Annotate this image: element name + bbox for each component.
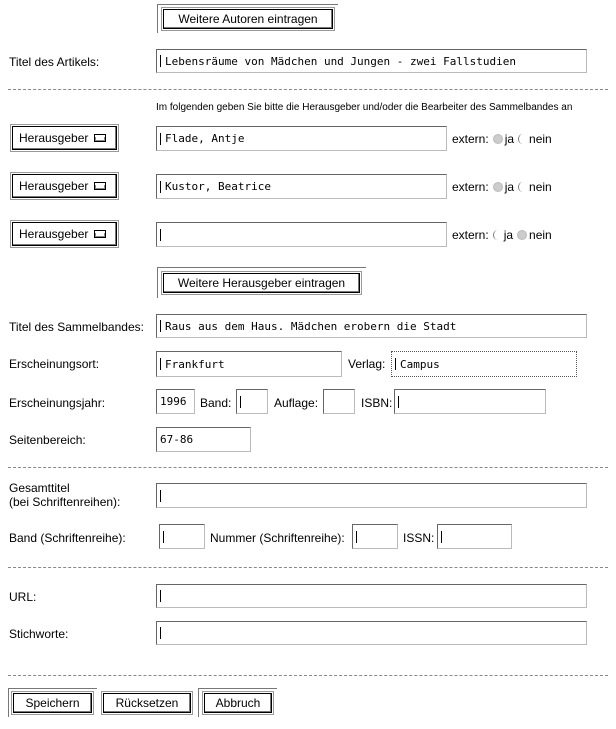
herausgeber-select-2-label: Herausgeber: [19, 179, 89, 193]
weitere-autoren-button[interactable]: Weitere Autoren eintragen: [163, 9, 333, 29]
separator: [8, 89, 608, 90]
herausgeber-field-1[interactable]: [156, 126, 447, 151]
titel-artikel-field[interactable]: [156, 49, 587, 73]
extern-nein-label-3: nein: [529, 228, 552, 242]
erscheinungsjahr-value: 1996: [160, 395, 187, 408]
erscheinungsort-value: Frankfurt: [165, 357, 225, 371]
extern-ja-label-2: ja: [504, 180, 515, 194]
dropdown-icon: [94, 230, 106, 238]
verlag-field[interactable]: [391, 351, 577, 377]
gesamttitel-label-1: Gesamttitel: [9, 481, 70, 495]
extern-nein-radio-2[interactable]: [518, 182, 527, 192]
ruecksetzen-button[interactable]: Rücksetzen: [103, 693, 191, 713]
extern-ja-radio-3[interactable]: [493, 230, 502, 240]
extern-nein-label-1: nein: [529, 132, 552, 146]
herausgeber-field-2[interactable]: [156, 174, 447, 199]
abbruch-button[interactable]: Abbruch: [204, 693, 272, 713]
issn-field[interactable]: [437, 524, 512, 549]
extern-nein-label-2: nein: [529, 180, 552, 194]
band-reihe-field[interactable]: [159, 524, 205, 549]
extern-label-3: extern:: [452, 228, 489, 242]
herausgeber-select-3[interactable]: [12, 222, 117, 246]
verlag-value: Campus: [400, 357, 440, 371]
extern-label-1: extern:: [452, 132, 489, 146]
speichern-button[interactable]: Speichern: [13, 693, 92, 713]
titel-sammelband-value: Raus aus dem Haus. Mädchen erobern die Stadt: [165, 319, 457, 333]
seitenbereich-value: 67-86: [160, 433, 194, 446]
url-label: URL:: [9, 590, 37, 604]
stichworte-label: Stichworte:: [9, 627, 69, 641]
herausgeber-select-1-label: Herausgeber: [19, 131, 89, 145]
nummer-reihe-field[interactable]: [352, 524, 398, 549]
extern-group-1: [452, 132, 552, 146]
herausgeber-select-3-label: Herausgeber: [19, 227, 89, 241]
verlag-label: Verlag:: [348, 357, 386, 371]
gesamttitel-label-2: (bei Schriftenreihen):: [9, 495, 121, 509]
extern-group-2: [452, 180, 552, 194]
seitenbereich-field[interactable]: [156, 427, 251, 452]
separator: [8, 467, 608, 468]
titel-artikel-label: Titel des Artikels:: [9, 55, 100, 69]
isbn-label: ISBN:: [361, 396, 393, 410]
herausgeber-value-1: Flade, Antje: [165, 132, 245, 145]
issn-label: ISSN:: [403, 531, 435, 545]
erscheinungsort-field[interactable]: [156, 351, 342, 377]
erscheinungsort-label: Erscheinungsort:: [9, 357, 100, 371]
gesamttitel-field[interactable]: [156, 483, 587, 508]
titel-sammelband-label: Titel des Sammelbandes:: [9, 320, 144, 334]
herausgeber-select-1[interactable]: [12, 126, 117, 150]
separator: [8, 567, 608, 568]
extern-label-2: extern:: [452, 180, 489, 194]
band-reihe-label: Band (Schriftenreihe):: [9, 531, 126, 545]
erscheinungsjahr-field[interactable]: [156, 389, 195, 414]
extern-nein-radio-1[interactable]: [518, 134, 527, 144]
band-label: Band:: [200, 396, 232, 410]
stichworte-field[interactable]: [156, 621, 587, 645]
herausgeber-hinweis: Im folgenden geben Sie bitte die Herausgeber und/oder die Bearbeiter des Sammelbandes an: [156, 102, 573, 113]
extern-ja-radio-2[interactable]: [493, 182, 503, 192]
extern-ja-radio-1[interactable]: [493, 134, 503, 144]
extern-ja-label-1: ja: [504, 132, 515, 146]
herausgeber-select-2[interactable]: [12, 174, 117, 198]
isbn-field[interactable]: [394, 389, 546, 414]
titel-artikel-value: Lebensräume von Mädchen und Jungen - zwei Fallstudien: [165, 54, 516, 68]
band-field[interactable]: [236, 389, 268, 414]
titel-sammelband-field[interactable]: [156, 314, 587, 338]
extern-ja-label-3: ja: [503, 228, 514, 242]
herausgeber-value-2: Kustor, Beatrice: [165, 180, 271, 193]
dropdown-icon: [94, 134, 106, 142]
auflage-field[interactable]: [323, 389, 355, 414]
nummer-reihe-label: Nummer (Schriftenreihe):: [210, 531, 345, 545]
erscheinungsjahr-label: Erscheinungsjahr:: [9, 396, 106, 410]
weitere-herausgeber-button[interactable]: Weitere Herausgeber eintragen: [163, 273, 360, 293]
url-field[interactable]: [156, 584, 587, 608]
herausgeber-field-3[interactable]: [156, 222, 447, 247]
extern-group-3: [452, 228, 552, 242]
dropdown-icon: [94, 182, 106, 190]
auflage-label: Auflage:: [274, 396, 319, 410]
extern-nein-radio-3[interactable]: [517, 230, 527, 240]
seitenbereich-label: Seitenbereich:: [9, 433, 86, 447]
separator: [8, 675, 608, 676]
